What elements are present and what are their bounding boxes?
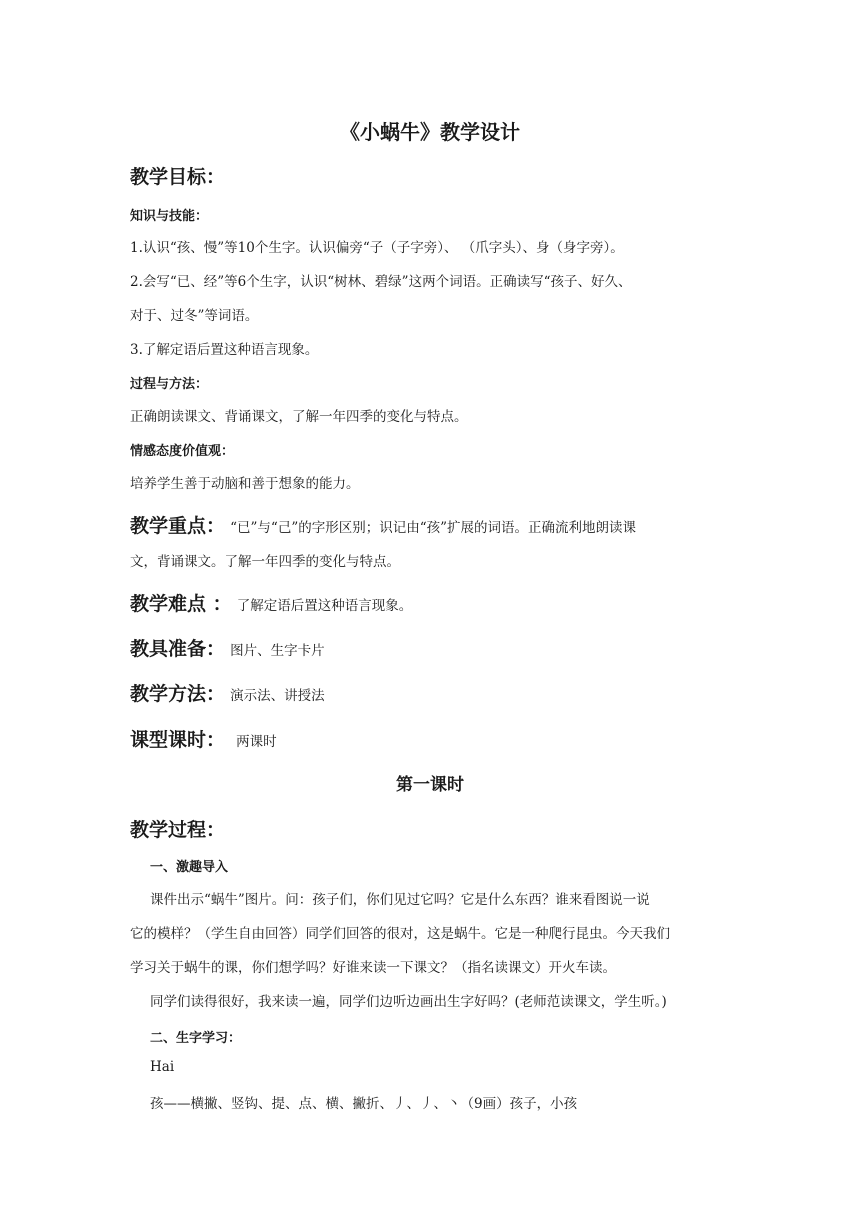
teaching-process-heading: 教学过程： [130, 819, 226, 841]
method-row [130, 679, 325, 706]
difficulty-text: 了解定语后置这种语言现象。 [236, 598, 413, 614]
key-points-heading: 教学重点： [130, 515, 226, 537]
section1-line-4: 同学们读得很好，我来读一遍，同学们边听边画出生字好吗？(老师范读课文，学生听。) [150, 994, 667, 1010]
tools-heading: 教具准备： [130, 638, 226, 660]
key-points-text: “已”与“己”的字形区别；识记由“孩”扩展的词语。正确流利地朗读课 [230, 520, 637, 536]
knowledge-item-1: 1.认识“孩、慢”等10个生字。认识偏旁“子（子字旁）、 （爪字头）、身（身字旁）。 [130, 240, 624, 256]
key-points-row [130, 511, 636, 538]
pinyin-line: Hai [150, 1059, 175, 1075]
knowledge-skills-heading: 知识与技能： [130, 209, 209, 224]
periods-text: 两课时 [236, 734, 277, 750]
section1-heading: 一、激趣导入 [150, 860, 229, 875]
section1-line-3: 学习关于蜗牛的课，你们想学吗？好谁来读一下课文？（指名读课文）开火车读。 [130, 960, 616, 976]
teaching-goals-heading: 教学目标： [130, 166, 226, 188]
difficulty-row [130, 589, 412, 616]
emotion-values-heading: 情感态度价值观： [130, 444, 235, 459]
tools-row [130, 634, 325, 661]
section2-heading: 二、生字学习： [150, 1031, 242, 1046]
periods-heading: 课型课时： [130, 729, 226, 751]
emotion-values-text: 培养学生善于动脑和善于想象的能力。 [130, 476, 360, 492]
process-method-text: 正确朗读课文、背诵课文，了解一年四季的变化与特点。 [130, 409, 468, 425]
method-text: 演示法、讲授法 [230, 688, 325, 704]
stroke-order-line: 孩——横撇、竖钩、提、点、横、撇折、丿、丿、丶（9画）孩子，小孩 [150, 1096, 578, 1112]
knowledge-item-2-cont: 对于、过冬”等词语。 [130, 308, 259, 324]
key-points-text-cont: 文，背诵课文。了解一年四季的变化与特点。 [130, 554, 400, 570]
method-heading: 教学方法： [130, 683, 226, 705]
knowledge-item-3: 3.了解定语后置这种语言现象。 [130, 342, 319, 358]
difficulty-heading: 教学难点 ： [130, 593, 232, 615]
process-method-heading: 过程与方法： [130, 377, 209, 392]
lesson-title: 第一课时 [396, 775, 464, 795]
tools-text: 图片、生字卡片 [230, 643, 325, 659]
section1-line-1: 课件出示“蜗牛”图片。问：孩子们，你们见过它吗？它是什么东西？谁来看图说一说 [150, 892, 650, 908]
section1-line-2: 它的模样？（学生自由回答）同学们回答的很对，这是蜗牛。它是一种爬行昆虫。今天我们 [130, 926, 670, 942]
knowledge-item-2: 2.会写“已、经”等6个生字，认识“树林、碧绿”这两个词语。正确读写“孩子、好久、 [130, 274, 632, 290]
periods-row [130, 725, 277, 752]
document-title: 《小蜗牛》教学设计 [340, 120, 520, 144]
